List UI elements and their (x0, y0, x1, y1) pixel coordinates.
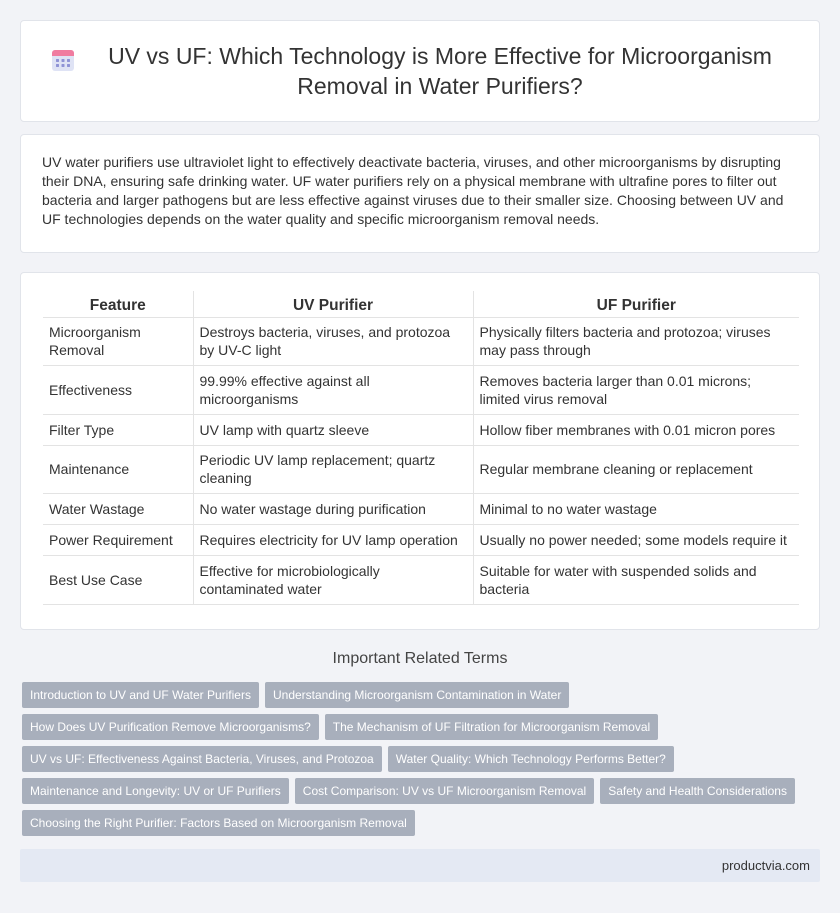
table-row (43, 556, 799, 605)
tag-row (22, 682, 818, 708)
related-term-tag[interactable]: Understanding Microorganism Contamination in Water (265, 682, 569, 708)
uv-cell: Periodic UV lamp replacement; quartz cleaning (193, 445, 473, 494)
related-terms-list (22, 682, 818, 842)
uv-cell: Effective for microbiologically contaminated water (193, 556, 473, 605)
header-uv: UV Purifier (193, 291, 473, 317)
tag-row (22, 778, 818, 804)
table-row (43, 445, 799, 494)
related-term-tag[interactable]: The Mechanism of UF Filtration for Microorganism Removal (325, 714, 658, 740)
uv-cell: Destroys bacteria, viruses, and protozoa by UV-C light (193, 317, 473, 366)
uf-cell: Regular membrane cleaning or replacement (473, 445, 799, 494)
table-row (43, 414, 799, 445)
feature-cell: Power Requirement (43, 525, 193, 556)
title-card (20, 20, 820, 122)
feature-cell: Filter Type (43, 414, 193, 445)
uv-cell: UV lamp with quartz sleeve (193, 414, 473, 445)
table-row (43, 366, 799, 415)
uf-cell: Physically filters bacteria and protozoa; viruses may pass through (473, 317, 799, 366)
comparison-card (20, 272, 820, 630)
page-title: UV vs UF: Which Technology is More Effective for Microorganism Removal in Water Purifiers? (108, 43, 772, 99)
tag-row (22, 810, 818, 836)
uv-cell: No water wastage during purification (193, 494, 473, 525)
uf-cell: Suitable for water with suspended solids and bacteria (473, 556, 799, 605)
uf-cell: Usually no power needed; some models require it (473, 525, 799, 556)
comparison-table (43, 291, 799, 605)
related-term-tag[interactable]: Water Quality: Which Technology Performs Better? (388, 746, 674, 772)
calendar-icon (50, 47, 76, 73)
header-uf: UF Purifier (473, 291, 799, 317)
table-row (43, 525, 799, 556)
feature-cell: Maintenance (43, 445, 193, 494)
footer (20, 849, 820, 882)
related-terms-heading: Important Related Terms (332, 650, 508, 667)
header-feature: Feature (43, 291, 193, 317)
table-header-row (43, 291, 799, 317)
table-row (43, 317, 799, 366)
intro-card (20, 134, 820, 253)
related-term-tag[interactable]: Choosing the Right Purifier: Factors Based on Microorganism Removal (22, 810, 415, 836)
related-term-tag[interactable]: Safety and Health Considerations (600, 778, 795, 804)
tag-row (22, 746, 818, 772)
uv-cell: Requires electricity for UV lamp operation (193, 525, 473, 556)
related-term-tag[interactable]: How Does UV Purification Remove Microorganisms? (22, 714, 319, 740)
feature-cell: Microorganism Removal (43, 317, 193, 366)
uf-cell: Minimal to no water wastage (473, 494, 799, 525)
uf-cell: Removes bacteria larger than 0.01 microns; limited virus removal (473, 366, 799, 415)
related-term-tag[interactable]: UV vs UF: Effectiveness Against Bacteria, Viruses, and Protozoa (22, 746, 382, 772)
tag-row (22, 714, 818, 740)
intro-text: UV water purifiers use ultraviolet light to effectively deactivate bacteria, viruses, and other microorganisms by disrupting their DNA, ensuring safe drinking water. UF water purifiers rely on a physical membrane with ultrafine pores to filter out bacteria and larger pathogens but are less effective against viruses due to their smaller size. Choosing between UV and UF technologies depends on the water quality and specific microorganism removal needs. (42, 154, 784, 227)
related-term-tag[interactable]: Cost Comparison: UV vs UF Microorganism Removal (295, 778, 594, 804)
related-term-tag[interactable]: Maintenance and Longevity: UV or UF Purifiers (22, 778, 289, 804)
feature-cell: Water Wastage (43, 494, 193, 525)
footer-site-link[interactable]: productvia.com (721, 858, 810, 873)
table-row (43, 494, 799, 525)
feature-cell: Best Use Case (43, 556, 193, 605)
related-term-tag[interactable]: Introduction to UV and UF Water Purifiers (22, 682, 259, 708)
title-wrap (40, 41, 800, 101)
feature-cell: Effectiveness (43, 366, 193, 415)
uf-cell: Hollow fiber membranes with 0.01 micron pores (473, 414, 799, 445)
uv-cell: 99.99% effective against all microorganisms (193, 366, 473, 415)
